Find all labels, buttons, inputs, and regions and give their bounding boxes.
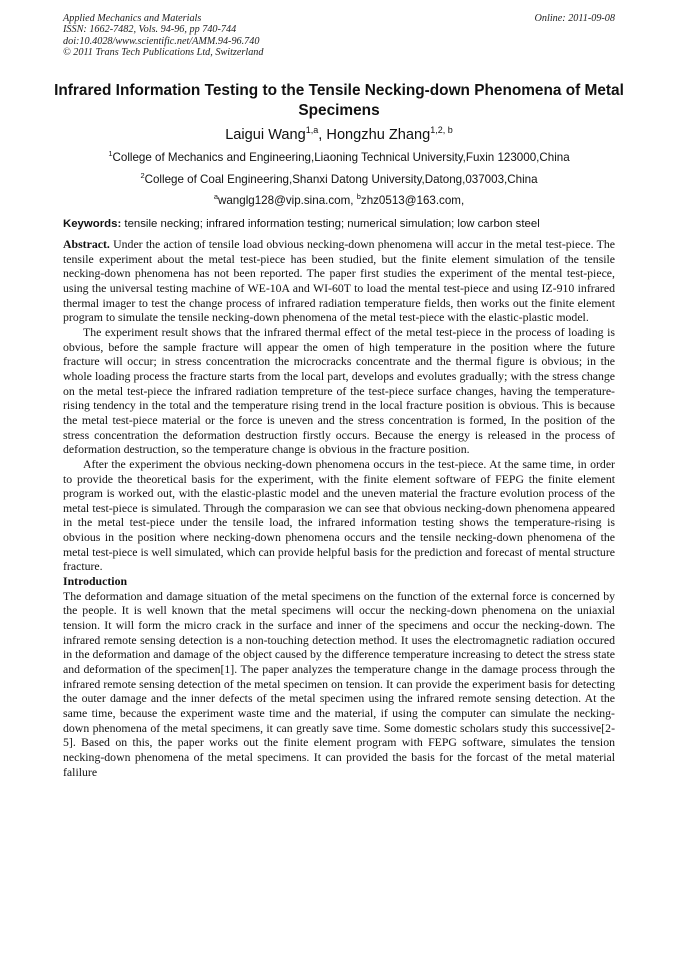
paper-body bbox=[63, 237, 615, 779]
copyright-line: © 2011 Trans Tech Publications Ltd, Switzerland bbox=[63, 47, 264, 59]
abstract-paragraph bbox=[63, 237, 615, 325]
affiliation-text: College of Coal Engineering,Shanxi Datong University,Datong,037003,China bbox=[144, 173, 538, 186]
author-emails bbox=[40, 194, 638, 208]
issn-line: ISSN: 1662-7482, Vols. 94-96, pp 740-744 bbox=[63, 24, 237, 36]
author-superscript: 1,a bbox=[305, 125, 319, 135]
abstract-paragraph: After the experiment the obvious necking-down phenomena occurs in the test-piece. At the same time, in order to provide the theoretical basis for the experiment, with the finite element software of FEPG the finite element program is worked out, with the elastic-plastic model and the uneven material the fracture evolution process of the metal test-piece is simulated. Through the comparasion we can see that obvious necking-down phenomena appeared in the metal test-piece under the tensile load, the infrared information testing shows the temperature-rising is obvious in the position where necking-down phenomena occurs and the tensile necking-down phenomena of the metal test-piece is well simulated, which can provide helpful basis for the prediction and forecast of mental structure fracture. bbox=[63, 456, 615, 574]
author-name: Laigui Wang bbox=[225, 127, 306, 143]
author-superscript: 1,2, b bbox=[430, 125, 453, 135]
introduction-paragraph: The deformation and damage situation of the metal specimens on the function of the external force is concerned by the people. It is well known that the metal specimens will occur the necking-down phenomena on the uniaxial tension. It will form the micro crack in the surface and inner of the specimens and occur the necking-down. The infrared remote sensing detection is a non-touching detection method. It uses the electromagnetic radiation occured in the deformation and damage of the object caused by the difference temperature increasing to detect the stress state and deformation of the specimen[1]. The paper analyzes the temperature change in the damage process through the infrared remote sensing detection of the metal specimen on tension. It can provide the experiment basis for detecting the outer damage and the inner defects of the metal specimen using the infrared remote sensing detection. At the same time, because the experiment waste time and the material, if using the computer can simulate the necking-down phenomena of the metal specimens, it can greatly save time. Some domestic scholars study this successive[2-5]. Based on this, the paper works out the finite element program with FEPG software, simulates the tension necking-down phenomena of the metal specimens. It can provided the basis for the forcast of the metal material falilure bbox=[63, 588, 615, 779]
doi-line: doi:10.4028/www.scientific.net/AMM.94-96.740 bbox=[63, 35, 260, 47]
affiliation-1 bbox=[40, 151, 638, 165]
affiliation-marker: 2 bbox=[140, 171, 145, 180]
author-list bbox=[40, 126, 638, 144]
journal-header bbox=[63, 13, 615, 59]
online-date: Online: 2011-09-08 bbox=[534, 13, 615, 24]
author-separator: , bbox=[318, 127, 327, 143]
affiliation-marker: 1 bbox=[108, 149, 113, 158]
keywords-line bbox=[63, 217, 623, 231]
email-marker: b bbox=[356, 192, 361, 201]
email-address: zhz0513@163.com, bbox=[360, 194, 465, 207]
email-address: wanglg128@vip.sina.com, bbox=[217, 194, 357, 207]
keywords-text: tensile necking; infrared information testing; numerical simulation; low carbon steel bbox=[121, 218, 540, 230]
abstract-text: Under the action of tensile load obvious necking-down phenomena will accur in the metal test-piece. The tensile experiment about the metal test-piece has been studied, but the finite element simulation of the tensile necking-down phenomena has not been reported. The paper first studies the experiment of the mental test-piece, using the universal testing machine of WE-10A and WI-60T to load the mental test-piece and using IZ-910 infrared thermal imager to test the change process of infrared radiation temperature fields, then works out the finite element program to simulate the tensile necking-down phenomena of the metal test-piece with the elastic-plastic model. bbox=[63, 237, 615, 325]
affiliation-text: College of Mechanics and Engineering,Liaoning Technical University,Fuxin 123000,China bbox=[112, 151, 570, 164]
section-heading-introduction: Introduction bbox=[63, 574, 128, 589]
author-name: Hongzhu Zhang bbox=[326, 127, 431, 143]
email-marker: a bbox=[213, 192, 218, 201]
keywords-label: Keywords: bbox=[63, 218, 122, 230]
affiliation-2 bbox=[40, 173, 638, 187]
abstract-label: Abstract. bbox=[63, 237, 110, 251]
abstract-paragraph: The experiment result shows that the infrared thermal effect of the metal test-piece in the process of loading is obvious, before the sample fracture will appear the omen of high temperature in the position where the future fracture will occur; in stress concentration the microcracks concentrate and the thermal figure is obvious; in the whole loading process the fracture starts from the local part, develops and evolutes gradually; with the stress change on the metal test-piece the infrared radiation tempreture of the test-piece surface changes, having the temperature-rising tendency in the total and the temperature rising trend in the local fracture position is obvious. This is because the metal test-piece material or the force is uneven and the stress concentration is formed, In the position of the stress concentration the deformation destruction firstly occurs. Because the energy is released in the process of deformation destruction, so the temperature change is obvious in the fracture position. bbox=[63, 324, 615, 457]
journal-name: Applied Mechanics and Materials bbox=[63, 13, 202, 24]
paper-title: Infrared Information Testing to the Tensile Necking-down Phenomena of Metal Specimens bbox=[54, 82, 624, 119]
